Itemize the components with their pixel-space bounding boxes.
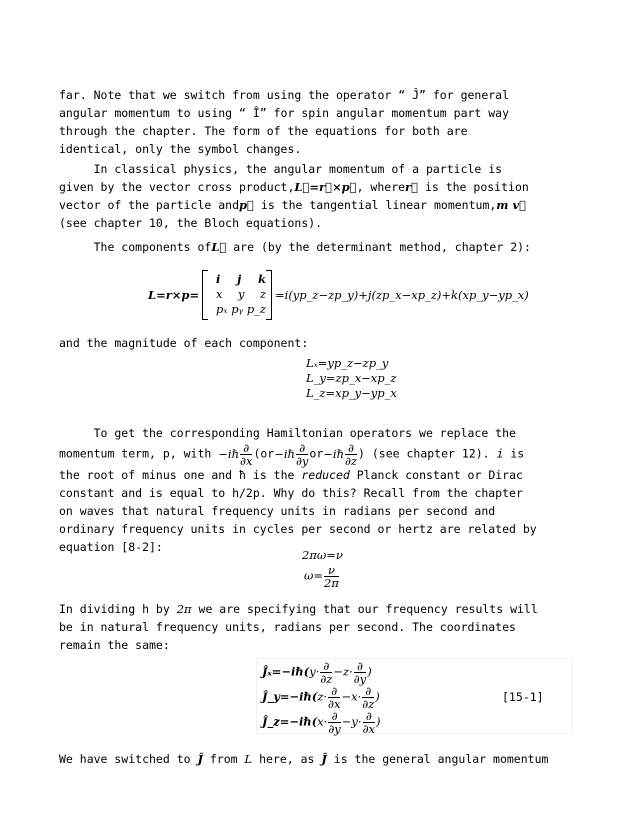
reduced-word: reduced xyxy=(301,468,350,482)
matrix-cell: k xyxy=(258,272,266,286)
para4-line3 xyxy=(59,466,523,484)
op-lhs: Ĵ_y=−iℏ( xyxy=(262,689,318,704)
op-num: ∂ xyxy=(328,710,340,723)
para4-line4: constant and is equal to h/2p. Why do this? Recall from the chapter xyxy=(59,486,523,500)
para2-text: vector of the particle and xyxy=(59,198,240,212)
momentum-operator-x: −iℏ $\frac{\partial}{\partial x}$ xyxy=(218,441,253,468)
para5-text: In dividing h by xyxy=(59,602,170,616)
determinant-lhs xyxy=(148,288,199,302)
freq-lhs: ω= xyxy=(304,568,324,583)
last-line xyxy=(59,750,548,768)
para1-line2: angular momentum to using “ Î” for spin angular momentum part way xyxy=(59,106,510,120)
para5-line1 xyxy=(59,600,538,618)
momentum-operator-y: −iℏ $\frac{\partial}{\partial y}$ xyxy=(274,441,309,468)
cross-product-math: L⃗=r⃗×p⃗ xyxy=(294,180,357,194)
para3-line xyxy=(59,238,531,256)
freq-num: ν xyxy=(324,564,339,577)
para4-line1: To get the corresponding Hamiltonian operators we replace the xyxy=(59,426,516,440)
para4-line5: on waves that natural frequency units in radians per second and xyxy=(59,504,496,518)
para4-text: ) (see chapter 12). xyxy=(358,446,490,461)
para4-text: (or xyxy=(253,446,275,461)
p-vector-math: p⃗ xyxy=(239,198,254,212)
op-den: ∂x xyxy=(328,697,341,711)
momentum-operator-z: −iℏ $\frac{\partial}{\partial z}$ xyxy=(323,441,358,468)
mv-math: m v⃗ xyxy=(496,198,527,212)
det-lhs-text: L=r×p= xyxy=(148,288,200,302)
para4-line2 xyxy=(59,442,524,467)
op-num: ∂ xyxy=(354,660,366,673)
op-den: ∂z xyxy=(320,672,333,686)
op-lhs: Ĵ_z=−iℏ( xyxy=(262,714,318,729)
components-eq xyxy=(306,356,397,401)
para2-text: given by the vector cross product, xyxy=(59,180,295,194)
determinant-rhs: =i(yp_z−zp_y)+j(zp_x−xp_z)+k(xp_y−yp_x) xyxy=(275,288,529,302)
para3-text: are (by the determinant method, chapter 2): xyxy=(226,240,531,254)
operator-equations xyxy=(262,660,381,735)
determinant-matrix xyxy=(202,270,272,320)
op-end: ) xyxy=(376,714,381,729)
op-num: ∂ xyxy=(363,710,375,723)
freq-den: 2π xyxy=(324,576,339,590)
para4-text: Planck constant or Dirac xyxy=(349,468,523,482)
para2-line1: In classical physics, the angular momentum of a particle is xyxy=(59,162,503,176)
para4-text: is the xyxy=(245,468,295,482)
para4-text: momentum term, p, with xyxy=(59,446,212,461)
two-pi-math: 2π xyxy=(176,602,192,616)
last-text: We have switched to xyxy=(59,752,191,766)
para2-line2 xyxy=(59,178,529,196)
J-operator: Ĵ xyxy=(321,752,327,766)
equation-label: [15-1] xyxy=(502,690,544,704)
freq-eq-line2 xyxy=(304,564,340,589)
op-num: ∂ xyxy=(328,685,340,698)
op-den: ∂x xyxy=(362,722,376,736)
op-num: ∂ xyxy=(362,685,374,698)
component-y: L_y=zp_x−xp_z xyxy=(306,371,397,385)
para4-text: the root of minus one and xyxy=(59,468,233,482)
op-mid: −x· xyxy=(341,689,362,704)
para2-text: , where xyxy=(356,180,406,194)
hbar-symbol: ħ xyxy=(239,468,246,482)
L-vector-math: L⃗ xyxy=(211,240,227,254)
para4-i: i xyxy=(496,446,504,461)
component-x: Lₓ=yp_z−zp_y xyxy=(306,356,389,370)
magnitude-text: and the magnitude of each component: xyxy=(59,336,309,350)
para1-line4: identical, only the symbol changes. xyxy=(59,142,302,156)
last-text: from xyxy=(202,752,238,766)
matrix-cell: y xyxy=(237,287,245,301)
para5-line3: remain the same: xyxy=(59,638,170,652)
para4-line6: ordinary frequency units in cycles per second or hertz are related by xyxy=(59,522,537,536)
op-a: y· xyxy=(309,664,320,679)
freq-eq-line1: 2πω=ν xyxy=(302,548,343,562)
J-operator: Ĵ xyxy=(197,752,203,766)
op-mid: −z· xyxy=(333,664,353,679)
para2-text: is the position xyxy=(418,180,529,194)
op-mid: −y· xyxy=(341,714,362,729)
matrix-cell: pᵧ xyxy=(231,302,243,316)
matrix-cell: z xyxy=(259,287,266,301)
last-text: is the general angular momentum xyxy=(326,752,549,766)
operator-row-z xyxy=(262,710,381,735)
matrix-cell: pₓ xyxy=(216,302,228,316)
op-end: ) xyxy=(375,689,380,704)
operator-row-x xyxy=(262,660,381,685)
matrix-cell: j xyxy=(237,272,242,286)
matrix-cell: x xyxy=(216,287,223,301)
para2-line4: (see chapter 10, the Bloch equations). xyxy=(59,216,323,230)
op-a: x· xyxy=(317,714,328,729)
op-lhs: Ĵₓ=−iℏ( xyxy=(262,664,310,679)
op-a: z· xyxy=(317,689,328,704)
para5-text: we are specifying that our frequency results will xyxy=(191,602,538,616)
para5-line2: be in natural frequency units, radians per second. The coordinates xyxy=(59,620,516,634)
op-den: ∂y xyxy=(328,722,341,736)
op-num: ∂ xyxy=(320,660,332,673)
para2-line3 xyxy=(59,196,526,214)
para1-line3: through the chapter. The form of the equations for both are xyxy=(59,124,468,138)
para3-text: The components of xyxy=(59,240,212,254)
component-z: L_z=xp_y−yp_x xyxy=(306,386,397,400)
last-text: here, as xyxy=(252,752,315,766)
op-den: ∂z xyxy=(362,697,375,711)
matrix-cell: i xyxy=(216,272,221,286)
para4-line7: equation [8-2]: xyxy=(59,540,163,554)
para4-text: is xyxy=(503,446,525,461)
matrix-cell: p_z xyxy=(246,302,266,316)
para1-line1: far. Note that we switch from using the operator “ Ĵ” for general xyxy=(59,88,510,102)
L-symbol: L xyxy=(244,752,253,766)
op-end: ) xyxy=(367,664,372,679)
r-vector-math: r⃗ xyxy=(405,180,419,194)
operator-row-y xyxy=(262,685,381,710)
op-den: ∂y xyxy=(353,672,367,686)
para2-text: is the tangential linear momentum, xyxy=(253,198,497,212)
para4-text: or xyxy=(309,446,324,461)
